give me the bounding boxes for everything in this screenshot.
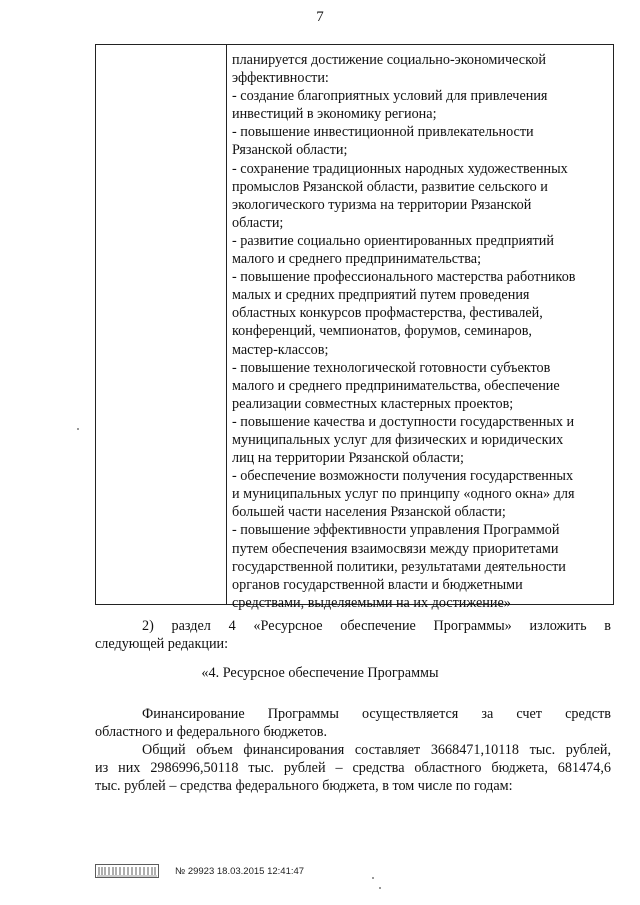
table-cell-line: органов государственной власти и бюджетными xyxy=(232,576,523,593)
paragraph-line: 2) раздел 4 «Ресурсное обеспечение Программы» изложить в xyxy=(142,618,611,634)
paragraph-total-financing xyxy=(95,741,611,795)
table-cell-line: мастер-классов; xyxy=(232,341,329,358)
table-right-cell xyxy=(232,51,609,612)
table-cell-line: - повышение качества и доступности государственных и xyxy=(232,413,575,430)
table-cell-line: эффективности: xyxy=(232,70,329,87)
paragraph-line: из них 2986996,50118 тыс. рублей – средства областного бюджета, 681474,6 xyxy=(95,760,611,777)
paragraph-line: областного и федерального бюджетов. xyxy=(95,724,328,741)
table-cell-line: - повышение инвестиционной привлекательности xyxy=(232,124,534,141)
table-cell-line: муниципальных услуг для физических и юридических xyxy=(232,431,564,448)
table-cell-line: лиц на территории Рязанской области; xyxy=(232,450,464,467)
document-registration-info: № 29923 18.03.2015 12:41:47 xyxy=(175,866,305,877)
page-number: 7 xyxy=(316,9,324,25)
table-cell-line: - сохранение традиционных народных художественных xyxy=(232,160,568,177)
table-cell-line: - повышение профессионального мастерства работников xyxy=(232,269,576,286)
barcode-stamp-icon xyxy=(95,864,159,878)
table-cell-line: - повышение эффективности управления Программой xyxy=(232,522,560,539)
table-cell-line: путем обеспечения взаимосвязи между приоритетами xyxy=(232,540,559,557)
goals-table xyxy=(95,44,614,611)
table-cell-line: малого и среднего предпринимательства; xyxy=(232,251,482,268)
table-cell-line: конференций, чемпионатов, форумов, семинаров, xyxy=(232,323,532,340)
section-heading: «4. Ресурсное обеспечение Программы xyxy=(201,665,439,681)
table-cell-line: реализации совместных кластерных проектов; xyxy=(232,395,514,412)
scan-speck xyxy=(77,428,79,430)
table-cell-line: - развитие социально ориентированных предприятий xyxy=(232,232,554,249)
table-cell-line: экологического туризма на территории Рязанской xyxy=(232,196,532,213)
table-cell-line: - создание благоприятных условий для привлечения xyxy=(232,88,548,105)
table-cell-line: областных конкурсов профмастерства, фестивалей, xyxy=(232,305,543,322)
table-cell-line: малого и среднего предпринимательства, обеспечение xyxy=(232,377,560,394)
table-cell-line: и муниципальных услуг по принципу «одного окна» для xyxy=(232,486,575,503)
table-column-divider xyxy=(226,45,227,604)
paragraph-line: Общий объем финансирования составляет 3668471,10118 тыс. рублей, xyxy=(142,742,611,758)
paragraph-financing xyxy=(95,705,611,741)
paragraph-line: следующей редакции: xyxy=(95,636,229,653)
table-cell-line: малых и средних предприятий путем проведения xyxy=(232,287,530,304)
paragraph-section-2-intro xyxy=(95,617,611,653)
table-cell-line: большей части населения Рязанской области; xyxy=(232,504,506,521)
table-cell-line: планируется достижение социально-экономической xyxy=(232,52,546,68)
scan-speck xyxy=(379,887,381,889)
table-cell-line: - обеспечение возможности получения государственных xyxy=(232,468,574,485)
table-cell-line: средствами, выделяемыми на их достижение» xyxy=(232,594,511,611)
table-cell-line: промыслов Рязанской области, развитие сельского и xyxy=(232,178,548,195)
paragraph-line: тыс. рублей – средства федерального бюджета, в том числе по годам: xyxy=(95,778,513,795)
table-cell-line: государственной политики, результатами деятельности xyxy=(232,558,566,575)
table-cell-line: инвестиций в экономику региона; xyxy=(232,106,437,123)
table-cell-line: - повышение технологической готовности субъектов xyxy=(232,359,551,376)
table-cell-line: Рязанской области; xyxy=(232,142,348,159)
scan-speck xyxy=(372,877,374,879)
paragraph-line: Финансирование Программы осуществляется за счет средств xyxy=(142,706,611,722)
table-cell-line: области; xyxy=(232,214,284,231)
